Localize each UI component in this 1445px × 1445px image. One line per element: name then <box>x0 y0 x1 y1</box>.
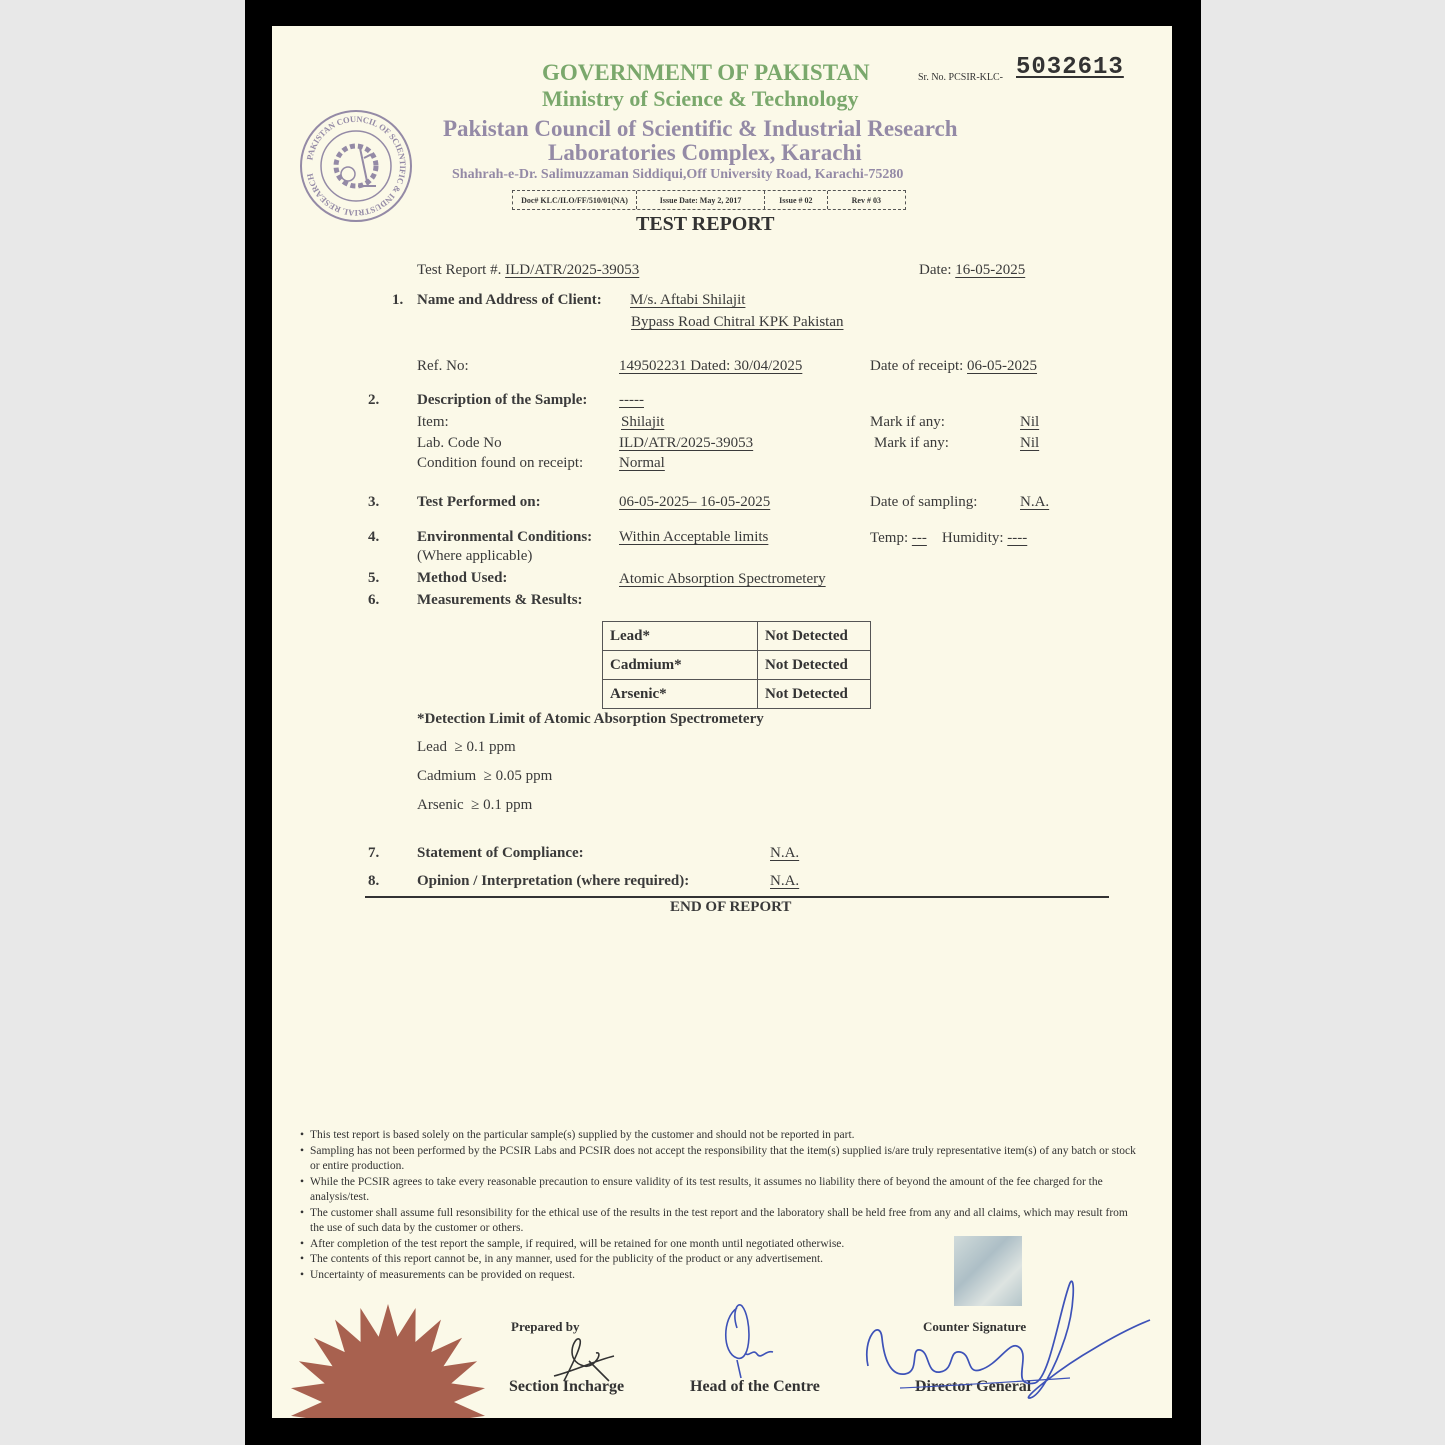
note-item: • The contents of this report cannot be, in any manner, used for the publicity of the product or any advertisement. <box>300 1252 1140 1268</box>
method-num: 5. <box>368 570 380 586</box>
opinion-value: N.A. <box>770 873 800 889</box>
head-signature-icon <box>717 1298 787 1388</box>
sampling-label: Date of sampling: <box>870 494 978 510</box>
opinion-num: 8. <box>368 873 380 889</box>
result-cell: Not Detected <box>758 651 871 680</box>
mark-value: Nil <box>1020 414 1040 430</box>
report-number-row <box>417 262 639 279</box>
limit-row <box>417 768 552 785</box>
svg-text:PAKISTAN COUNCIL OF SCIENTIFIC: PAKISTAN COUNCIL OF SCIENTIFIC & INDUSTRIAL RESEARCH <box>304 113 409 219</box>
env-num: 4. <box>368 529 380 545</box>
note-item: • This test report is based solely on the particular sample(s) supplied by the customer and should not be reported in part. <box>300 1128 1140 1144</box>
condition-value: Normal <box>619 455 665 471</box>
method-label: Method Used: <box>417 570 508 586</box>
test-label: Test Performed on: <box>417 494 541 510</box>
receipt-date: 06-05-2025 <box>967 358 1038 374</box>
report-number-label: Test Report #. <box>417 262 502 278</box>
doc-rev: Rev # 03 <box>851 195 881 205</box>
test-dates: 06-05-2025– 16-05-2025 <box>619 494 771 510</box>
test-report-page <box>272 26 1172 1418</box>
end-rule <box>365 896 1109 898</box>
note-item: • Uncertainty of measurements can be provided on request. <box>300 1268 1140 1284</box>
ref-value: 149502231 Dated: 30/04/2025 <box>619 358 803 374</box>
item-label: Item: <box>417 414 449 430</box>
test-num: 3. <box>368 494 380 510</box>
temp-label: Temp: <box>870 530 909 546</box>
director-signature-icon <box>860 1278 1160 1403</box>
document-control-strip <box>512 190 906 210</box>
humidity-value: ---- <box>1007 530 1028 546</box>
director-general-label: Director General <box>915 1378 1032 1395</box>
note-item: • The customer shall assume full resonsibility for the ethical use of the results in the test report and the laboratory shall be held free from any and all claims, which may result from the use of such data by the customer or others. <box>300 1206 1140 1237</box>
labcode-value: ILD/ATR/2025-39053 <box>619 435 754 451</box>
sampling-value: N.A. <box>1020 494 1050 510</box>
head-of-centre-label: Head of the Centre <box>690 1378 820 1395</box>
stamp-starburst-icon <box>288 1284 488 1418</box>
element-cell: Cadmium* <box>603 651 758 680</box>
doc-issue: Issue # 02 <box>765 191 828 209</box>
temp-value: --- <box>911 530 927 546</box>
report-number: ILD/ATR/2025-39053 <box>505 262 640 278</box>
sample-num: 2. <box>368 392 380 408</box>
client-address: Bypass Road Chitral KPK Pakistan <box>631 314 844 330</box>
limit-name: Lead <box>417 739 447 755</box>
limit-row <box>417 797 532 814</box>
pcsir-seal-icon <box>298 108 414 224</box>
counter-signature-label: Counter Signature <box>923 1319 1027 1334</box>
end-of-report: END OF REPORT <box>670 899 792 915</box>
sample-value: ----- <box>619 392 644 408</box>
report-date-label: Date: <box>919 262 952 278</box>
opinion-label: Opinion / Interpretation (where required): <box>417 873 690 889</box>
detection-limit-title: *Detection Limit of Atomic Absorption Spectrometery <box>417 711 764 727</box>
mark-label: Mark if any: <box>870 414 945 430</box>
report-title: TEST REPORT <box>636 213 775 235</box>
humidity-label: Humidity: <box>941 530 1004 546</box>
result-cell: Not Detected <box>758 680 871 709</box>
lab-title: Laboratories Complex, Karachi <box>548 140 862 165</box>
env-value: Within Acceptable limits <box>619 529 769 545</box>
limit-name: Cadmium <box>417 768 477 784</box>
note-item: • Sampling has not been performed by the PCSIR Labs and PCSIR does not accept the responsibility that the item(s) supplied is/are truly representative item(s) of any batch or stock or entire production. <box>300 1144 1140 1175</box>
limit-op: ≥ <box>454 739 463 755</box>
env-label: Environmental Conditions: <box>417 529 593 545</box>
table-row <box>603 680 871 709</box>
doc-issue-date: Issue Date: May 2, 2017 <box>637 191 765 209</box>
limit-value: 0.05 ppm <box>495 768 553 784</box>
method-value: Atomic Absorption Spectrometery <box>619 571 826 587</box>
mark2-value: Nil <box>1020 435 1040 451</box>
compliance-label: Statement of Compliance: <box>417 845 584 861</box>
result-cell: Not Detected <box>758 622 871 651</box>
receipt-label: Date of receipt: <box>870 358 964 374</box>
compliance-value: N.A. <box>770 845 800 861</box>
ref-label: Ref. No: <box>417 358 469 374</box>
lab-address: Shahrah-e-Dr. Salimuzzaman Siddiqui,Off University Road, Karachi-75280 <box>452 167 904 182</box>
measure-num: 6. <box>368 592 380 608</box>
mark2-label: Mark if any: <box>874 435 949 451</box>
table-row <box>603 651 871 680</box>
council-title: Pakistan Council of Scientific & Industrial Research <box>443 116 958 141</box>
limit-op: ≥ <box>483 768 492 784</box>
section-incharge-signature-icon <box>534 1331 634 1391</box>
prepared-by-label: Prepared by <box>511 1319 580 1334</box>
labcode-label: Lab. Code No <box>417 435 502 451</box>
measure-label: Measurements & Results: <box>417 592 583 608</box>
note-item: • While the PCSIR agrees to take every reasonable precaution to ensure validity of its test results, it assumes no liability there of beyond the amount of the fee charged for the analysis/test. <box>300 1175 1140 1206</box>
sample-label: Description of the Sample: <box>417 392 588 408</box>
serial-number: 5032613 <box>1016 54 1124 81</box>
temp-humidity-row <box>870 530 1027 547</box>
limit-value: 0.1 ppm <box>483 797 533 813</box>
env-sub: (Where applicable) <box>417 548 533 564</box>
ministry-title: Ministry of Science & Technology <box>542 86 859 111</box>
item-value: Shilajit <box>621 414 665 430</box>
section-incharge-label: Section Incharge <box>509 1378 625 1395</box>
government-title: GOVERNMENT OF PAKISTAN <box>542 60 870 85</box>
compliance-num: 7. <box>368 845 380 861</box>
note-item: • After completion of the test report the sample, if required, will be retained for one month until negotiated otherwise. <box>300 1237 1140 1253</box>
table-row <box>603 622 871 651</box>
condition-label: Condition found on receipt: <box>417 455 584 471</box>
limit-value: 0.1 ppm <box>466 739 516 755</box>
client-name: M/s. Aftabi Shilajit <box>630 292 746 308</box>
limit-row <box>417 739 516 756</box>
serial-prefix: Sr. No. PCSIR-KLC- <box>918 72 1004 83</box>
limit-op: ≥ <box>471 797 480 813</box>
doc-number: Doc# KLC/ILO/FF/510/01(NA) <box>513 191 637 209</box>
client-num: 1. <box>392 292 404 308</box>
report-date: 16-05-2025 <box>955 262 1026 278</box>
receipt-row <box>870 358 1037 375</box>
report-date-row <box>919 262 1025 279</box>
results-table <box>602 621 871 709</box>
limit-name: Arsenic <box>417 797 464 813</box>
element-cell: Arsenic* <box>603 680 758 709</box>
client-label: Name and Address of Client: <box>417 292 602 308</box>
element-cell: Lead* <box>603 622 758 651</box>
